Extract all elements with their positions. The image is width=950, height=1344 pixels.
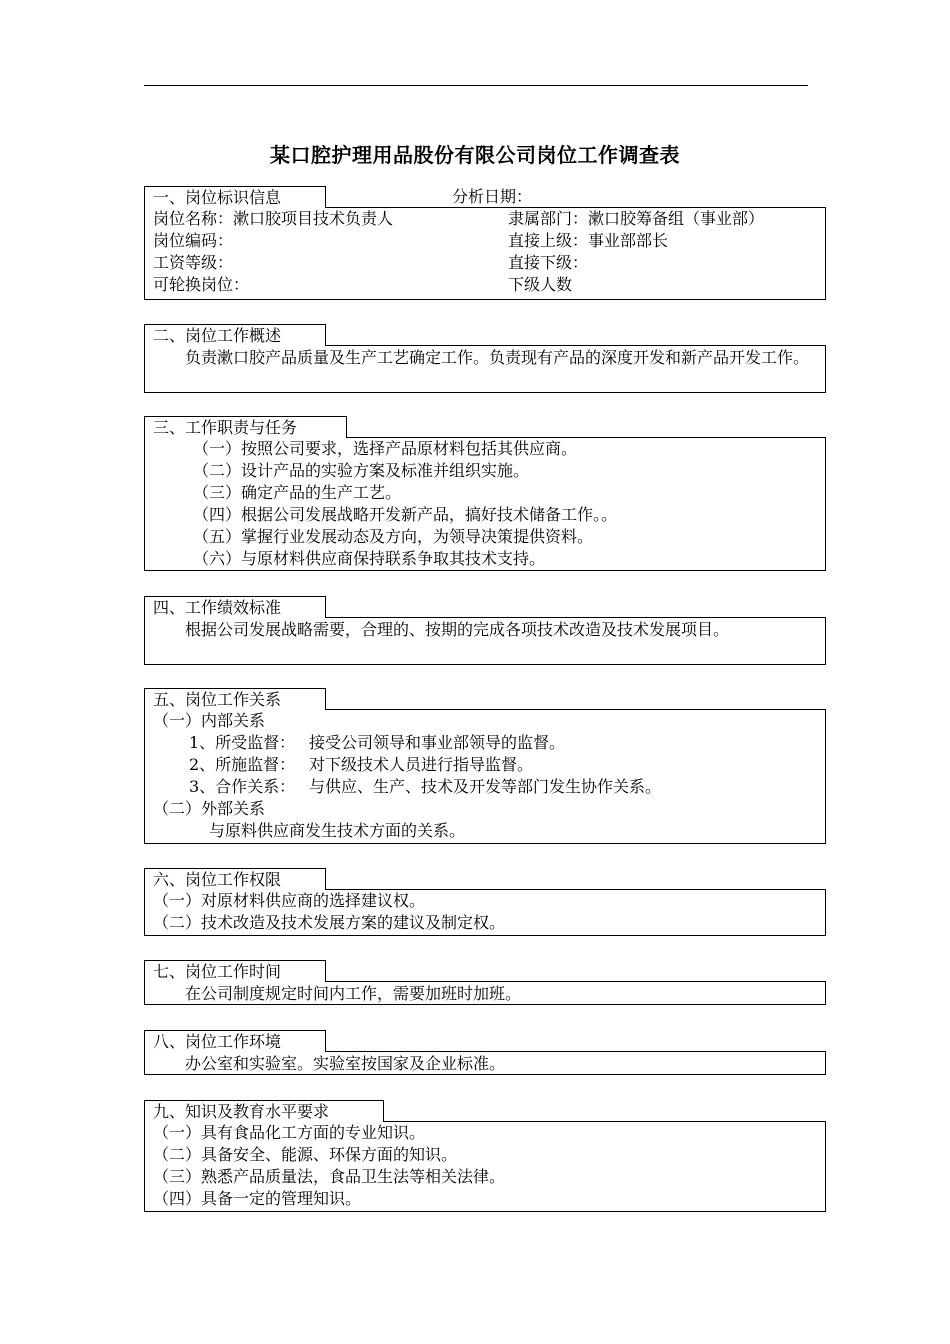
duty-item: （五）掌握行业发展动态及方向，为领导决策提供资料。 [193,527,594,546]
performance-text: 根据公司发展战略需要，合理的、按期的完成各项技术改造及技术发展项目。 [185,620,730,639]
section-body [144,617,826,665]
knowledge-item: （二）具备安全、能源、环保方面的知识。 [153,1145,458,1164]
section-environment [144,1030,826,1075]
info-row [153,230,817,252]
section-heading: 三、工作职责与任务 [144,416,347,438]
relation-label: 3、合作关系： [189,777,296,796]
rotation-position: 可轮换岗位： [153,275,250,294]
relation-text: 对下级技术人员进行指导监督。 [309,755,534,774]
environment-text: 办公室和实验室。实验室按国家及企业标准。 [185,1054,506,1073]
subordinate-count: 下级人数 [508,275,573,294]
section-duties [144,416,826,571]
relation-label: 2、所施监督： [189,755,296,774]
position-code: 岗位编码： [153,231,234,250]
section-body [144,437,826,571]
external-text: 与原料供应商发生技术方面的关系。 [209,821,466,840]
section-relationships [144,688,826,844]
section-authority [144,868,826,936]
direct-subordinate: 直接下级： [508,253,589,272]
section-heading: 二、岗位工作概述 [144,324,326,346]
relation-label: 1、所受监督： [189,733,296,752]
section-body [144,889,826,936]
duty-item: （四）根据公司发展战略开发新产品，搞好技术储备工作。。 [193,505,618,524]
duty-item: （一）按照公司要求，选择产品原材料包括其供应商。 [193,439,578,458]
relation-item [153,754,817,776]
salary-grade: 工资等级： [153,253,234,272]
authority-item: （一）对原材料供应商的选择建议权。 [153,891,426,910]
info-row [153,252,817,274]
section-heading: 一、岗位标识信息 [144,186,326,208]
knowledge-item: （四）具备一定的管理知识。 [153,1189,362,1208]
info-row [153,274,817,296]
header-rule [144,85,808,86]
working-time-text: 在公司制度规定时间内工作，需要加班时加班。 [185,984,522,1003]
section-heading: 六、岗位工作权限 [144,868,326,890]
knowledge-item: （三）熟悉产品质量法，食品卫生法等相关法律。 [153,1167,506,1186]
duty-item: （六）与原材料供应商保持联系争取其技术支持。 [193,549,546,568]
section-body [144,1051,826,1075]
info-row [153,208,817,230]
analysis-date-label: 分析日期： [452,187,533,206]
relation-text: 与供应、生产、技术及开发等部门发生协作关系。 [309,777,662,796]
relation-item [153,776,817,798]
relation-text: 接受公司领导和事业部领导的监督。 [309,733,566,752]
section-heading: 八、岗位工作环境 [144,1030,326,1052]
external-heading: （二）外部关系 [153,799,266,818]
section-heading: 九、知识及教育水平要求 [144,1100,384,1122]
section-body [144,207,826,300]
section-heading: 五、岗位工作关系 [144,688,326,710]
relation-item [153,732,817,754]
section-knowledge [144,1100,826,1212]
document-title: 某口腔护理用品股份有限公司岗位工作调查表 [270,143,680,167]
duty-item: （二）设计产品的实验方案及标准并组织实施。 [193,461,530,480]
knowledge-item: （一）具有食品化工方面的专业知识。 [153,1123,426,1142]
internal-heading: （一）内部关系 [153,711,266,730]
section-job-overview [144,324,826,393]
section-body [144,981,826,1005]
overview-text: 负责漱口胶产品质量及生产工艺确定工作。负责现有产品的深度开发和新产品开发工作。 [185,348,810,367]
authority-item: （二）技术改造及技术发展方案的建议及制定权。 [153,913,506,932]
section-body [144,345,826,393]
position-name: 岗位名称：漱口胶项目技术负责人 [153,209,394,228]
section-performance [144,596,826,665]
section-body [144,1121,826,1212]
section-body [144,709,826,844]
department: 隶属部门：漱口胶筹备组（事业部） [508,209,765,228]
section-heading: 四、工作绩效标准 [144,596,326,618]
section-working-time [144,960,826,1005]
direct-superior: 直接上级：事业部部长 [508,231,669,250]
section-heading: 七、岗位工作时间 [144,960,326,982]
duty-item: （三）确定产品的生产工艺。 [193,483,402,502]
